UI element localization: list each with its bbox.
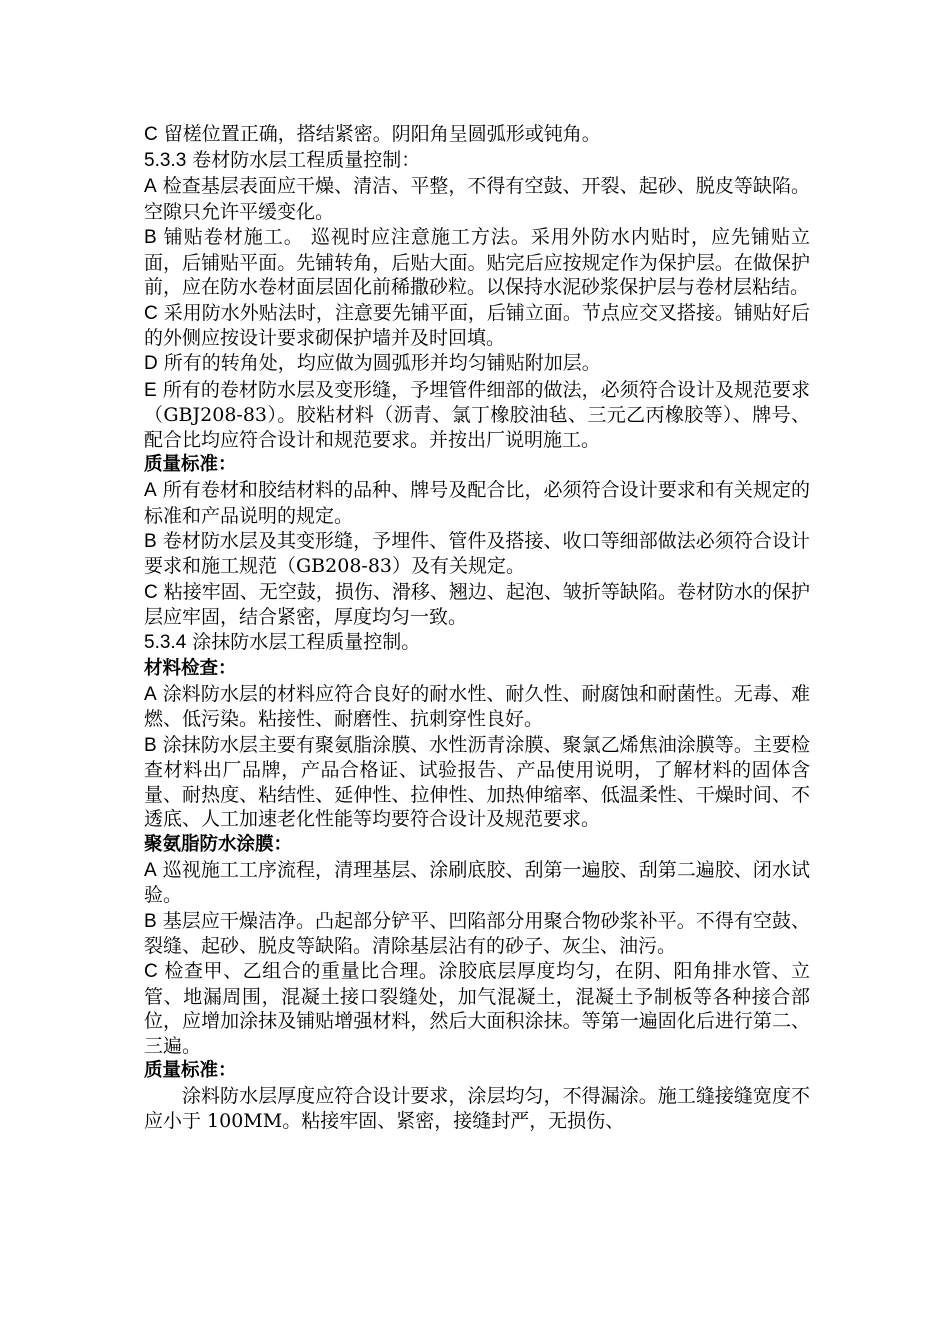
section-title: [144, 630, 810, 656]
paragraph: [144, 682, 810, 732]
paragraph-lead: C: [144, 302, 158, 324]
paragraph-text: 卷材防水层及其变形缝，予埋件、管件及搭接、收口等细部做法必须符合设计要求和施工规范（GB208-83）及有关规定。: [144, 529, 810, 578]
paragraph: [144, 122, 810, 148]
paragraph: [144, 959, 810, 1058]
subheading-quality-standard: 质量标准：: [144, 453, 237, 475]
paragraph-lead: B: [144, 227, 157, 249]
paragraph-lead: C: [144, 124, 158, 145]
subheading-material-inspection: 材料检查：: [144, 657, 237, 679]
paragraph-text: 基层应干燥洁净。凸起部分铲平、凹陷部分用聚合物砂浆补平。不得有空鼓、裂缝、起砂、脱皮等缺陷。清除基层沾有的砂子、灰尘、油污。: [144, 909, 810, 958]
subheading-quality-standard: 质量标准：: [144, 1060, 237, 1082]
paragraph-lead: C: [144, 581, 158, 603]
paragraph: [144, 909, 810, 959]
paragraph-text: 所有的转角处，均应做为圆弧形并均匀铺贴附加层。: [157, 352, 601, 375]
paragraph-text: 涂料防水层的材料应符合良好的耐水性、耐久性、耐腐蚀和耐菌性。无毒、难燃、低污染。粘接性、耐磨性、抗刺穿性良好。: [144, 682, 810, 731]
paragraph: [144, 301, 810, 351]
paragraph-text: 所有的卷材防水层及变形缝，予埋管件细部的做法，必须符合设计及规范要求（GBJ208-83）。胶粘材料（沥青、氯丁橡胶油毡、三元乙丙橡胶等）、牌号、配合比均应符合设计和规范要求。并按出厂说明施工。: [144, 378, 810, 451]
paragraph-lead: B: [144, 734, 157, 756]
paragraph-lead: A: [144, 859, 157, 881]
paragraph-text: 涂抹防水层主要有聚氨脂涂膜、水性沥青涂膜、聚氯乙烯焦油涂膜等。主要检查材料出厂品牌，产品合格证、试验报告、产品使用说明，了解材料的固体含量、耐热度、粘结性、延伸性、拉伸性、加热伸缩率、低温柔性、干燥时间、不透底、人工加速老化性能等均要符合设计及规范要求。: [144, 733, 810, 831]
section-title: [144, 148, 810, 174]
paragraph: [144, 529, 810, 579]
paragraph-lead: C: [144, 961, 158, 983]
paragraph-lead: B: [144, 530, 157, 552]
section-number: 5.3.3: [144, 150, 187, 172]
paragraph: [144, 733, 810, 832]
paragraph: [144, 858, 810, 908]
paragraph-lead: A: [144, 480, 157, 502]
paragraph-text: 采用防水外贴法时，注意要先铺平面，后铺立面。节点应交叉搭接。铺贴好后的外侧应按设计要求砌保护墙并及时回填。: [144, 301, 810, 350]
paragraph: [144, 174, 810, 224]
section-number: 5.3.4: [144, 632, 187, 654]
section-title-text: 卷材防水层工程质量控制：: [186, 149, 421, 172]
paragraph: [144, 580, 810, 630]
paragraph-lead: E: [144, 379, 157, 401]
paragraph-lead: A: [144, 683, 157, 705]
paragraph-lead: D: [144, 353, 158, 375]
paragraph: [144, 351, 810, 377]
section-title-text: 涂抹防水层工程质量控制。: [186, 631, 421, 654]
paragraph-text: 留槎位置正确，搭结紧密。阴阳角呈圆弧形或钝角。: [157, 123, 601, 145]
subheading-polyurethane-coating: 聚氨脂防水涂膜：: [144, 833, 293, 855]
indented-paragraph: 涂料防水层厚度应符合设计要求，涂层均匀，不得漏涂。施工缝接缝宽度不应小于 100MM。粘接牢固、紧密，接缝封严，无损伤、: [144, 1085, 810, 1133]
paragraph: [144, 378, 810, 453]
paragraph-text: 粘接牢固、无空鼓，损伤、滑移、翘边、起泡、皱折等缺陷。卷材防水的保护层应牢固，结合紧密，厚度均匀一致。: [144, 580, 810, 629]
paragraph: [144, 225, 810, 300]
paragraph-text: 巡视施工工序流程，清理基层、涂刷底胶、刮第一遍胶、刮第二遍胶、闭水试验。: [144, 858, 810, 907]
paragraph-lead: A: [144, 176, 157, 198]
paragraph: [144, 478, 810, 528]
paragraph-text: 检查甲、乙组合的重量比合理。涂胶底层厚度均匀，在阴、阳角排水管、立管、地漏周围，混凝土接口裂缝处，加气混凝土，混凝土予制板等各种接合部位，应增加涂抹及铺贴增强材料，然后大面积涂抹。等第一遍固化后进行第二、三遍。: [144, 960, 810, 1058]
paragraph-text: 铺贴卷材施工。 巡视时应注意施工方法。采用外防水内贴时，应先铺贴立面，后铺贴平面。先铺转角，后贴大面。贴完后应按规定作为保护层。在做保护前，应在防水卷材面层固化前稀撒砂粒。以保持水泥砂浆保护层与卷材层粘结。: [144, 226, 810, 299]
document-body: [144, 122, 810, 1134]
paragraph-lead: B: [144, 910, 157, 932]
paragraph-text: 检查基层表面应干燥、清洁、平整，不得有空鼓、开裂、起砂、脱皮等缺陷。空隙只允许平缓变化。: [144, 175, 810, 223]
paragraph-text: 所有卷材和胶结材料的品种、牌号及配合比，必须符合设计要求和有关规定的标准和产品说明的规定。: [144, 479, 810, 527]
